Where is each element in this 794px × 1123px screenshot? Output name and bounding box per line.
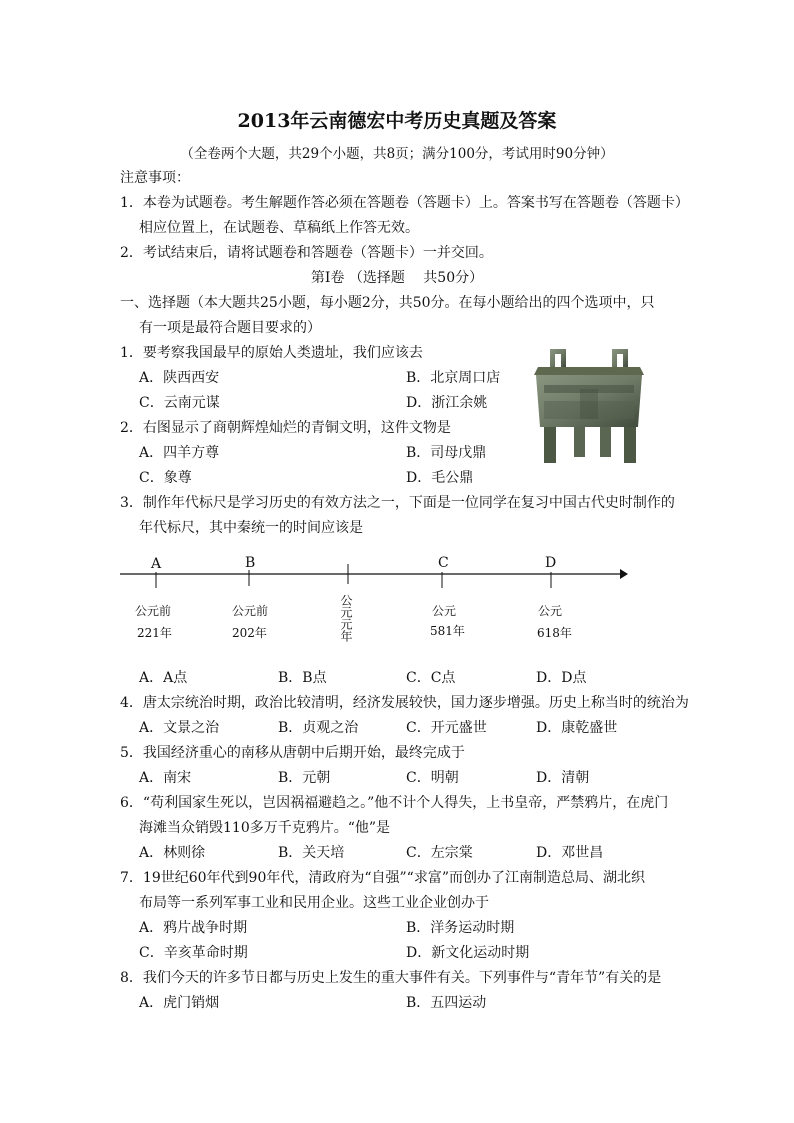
timeline-tick (436, 570, 448, 590)
option: C．开元盛世 (406, 720, 487, 736)
question-stem: 年代标尺，其中秦统一的时间应该是 (139, 520, 363, 536)
question-stem: 布局等一系列军事工业和民用企业。这些工业企业创办于 (139, 895, 489, 911)
option: C．象尊 (139, 470, 192, 486)
timeline-label: 581年 (430, 624, 465, 638)
timeline-tick (243, 568, 255, 588)
question-stem: 6．“苟利国家生死以，岂因祸福避趋之。”他不计个人得失，上书皇帝，严禁鸦片，在虎门 (120, 795, 669, 811)
timeline-point-letter: C (438, 555, 449, 571)
notice-heading: 注意事项： (120, 170, 190, 186)
option: C．明朝 (406, 770, 459, 786)
timeline-tick (150, 570, 162, 590)
option: B．元朝 (278, 770, 331, 786)
timeline-point-letter: B (245, 555, 256, 571)
timeline-point-letter: A (151, 556, 162, 572)
timeline-label: 221年 (137, 626, 172, 640)
timeline-label: 公元 (432, 604, 457, 618)
option: A．南宋 (139, 770, 192, 786)
question-stem: 7．19世纪60年代到90年代，清政府为“自强”“求富”而创办了江南制造总局、湖北织 (120, 870, 645, 886)
option: A．虎门销烟 (139, 995, 220, 1011)
timeline-label: 202年 (232, 626, 267, 640)
timeline-tick (545, 570, 557, 590)
option: B．贞观之治 (278, 720, 359, 736)
timeline-label: 公元前 (232, 604, 269, 618)
option: D．邓世昌 (536, 845, 604, 861)
option: A．陕西西安 (139, 370, 220, 386)
bronze-ding-image (532, 345, 647, 470)
question-stem: 3．制作年代标尺是学习历史的有效方法之一，下面是一位同学在复习中国古代史时制作的 (120, 495, 675, 511)
timeline-tick (342, 562, 354, 586)
option: C．C点 (406, 670, 456, 686)
section-intro: 一、选择题（本大题共25小题，每小题2分，共50分。在每小题给出的四个选项中，只 (120, 295, 655, 311)
notice-item: 2．考试结束后，请将试题卷和答题卷（答题卡）一并交回。 (120, 245, 493, 261)
question-stem: 2．右图显示了商朝辉煌灿烂的青铜文明，这件文物是 (120, 420, 451, 436)
question-stem: 1．要考察我国最早的原始人类遗址，我们应该去 (120, 345, 423, 361)
notice-item: 1．本卷为试题卷。考生解题作答必须在答题卷（答题卡）上。答案书写在答题卷（答题卡） (120, 195, 689, 211)
timeline-label: 公元前 (135, 604, 172, 618)
exam-info: （全卷两个大题，共29个小题，共8页；满分100分，考试用时90分钟） (180, 146, 614, 162)
option: B．五四运动 (406, 995, 487, 1011)
page-title: 2013年云南德宏中考历史真题及答案 (237, 110, 557, 132)
option: A．文景之治 (139, 720, 220, 736)
section-intro: 有一项是最符合题目要求的） (139, 320, 321, 336)
option: D．新文化运动时期 (406, 945, 530, 961)
option: A．A点 (139, 670, 188, 686)
notice-item: 相应位置上，在试题卷、草稿纸上作答无效。 (139, 220, 419, 236)
option: D．浙江余姚 (406, 395, 488, 411)
timeline-label-vertical: 公元元年 (339, 594, 353, 642)
timeline-label: 公元 (538, 604, 563, 618)
option: B．洋务运动时期 (406, 920, 515, 936)
option: B．北京周口店 (406, 370, 501, 386)
option: B．B点 (278, 670, 327, 686)
option: D．D点 (536, 670, 587, 686)
option: D．清朝 (536, 770, 590, 786)
question-stem: 8．我们今天的许多节日都与历史上发生的重大事件有关。下列事件与“青年节”有关的是 (120, 970, 662, 986)
timeline-axis (115, 560, 635, 580)
option: B．司母戊鼎 (406, 445, 487, 461)
option: A．林则徐 (139, 845, 206, 861)
option: C．云南元谋 (139, 395, 220, 411)
question-stem: 5．我国经济重心的南移从唐朝中后期开始，最终完成于 (120, 745, 465, 761)
option: D．康乾盛世 (536, 720, 618, 736)
timeline-point-letter: D (545, 555, 557, 571)
option: A．四羊方尊 (139, 445, 220, 461)
option: C．左宗棠 (406, 845, 473, 861)
option: B．关天培 (278, 845, 345, 861)
timeline-label: 618年 (537, 626, 572, 640)
section-header: 第Ⅰ卷 （选择题 共50分） (310, 270, 484, 286)
option: C．辛亥革命时期 (139, 945, 248, 961)
question-stem: 海滩当众销毁110多万千克鸦片。“他”是 (139, 820, 391, 836)
question-stem: 4．唐太宗统治时期，政治比较清明，经济发展较快，国力逐步增强。历史上称当时的统治为 (120, 695, 689, 711)
option: A．鸦片战争时期 (139, 920, 248, 936)
option: D．毛公鼎 (406, 470, 474, 486)
